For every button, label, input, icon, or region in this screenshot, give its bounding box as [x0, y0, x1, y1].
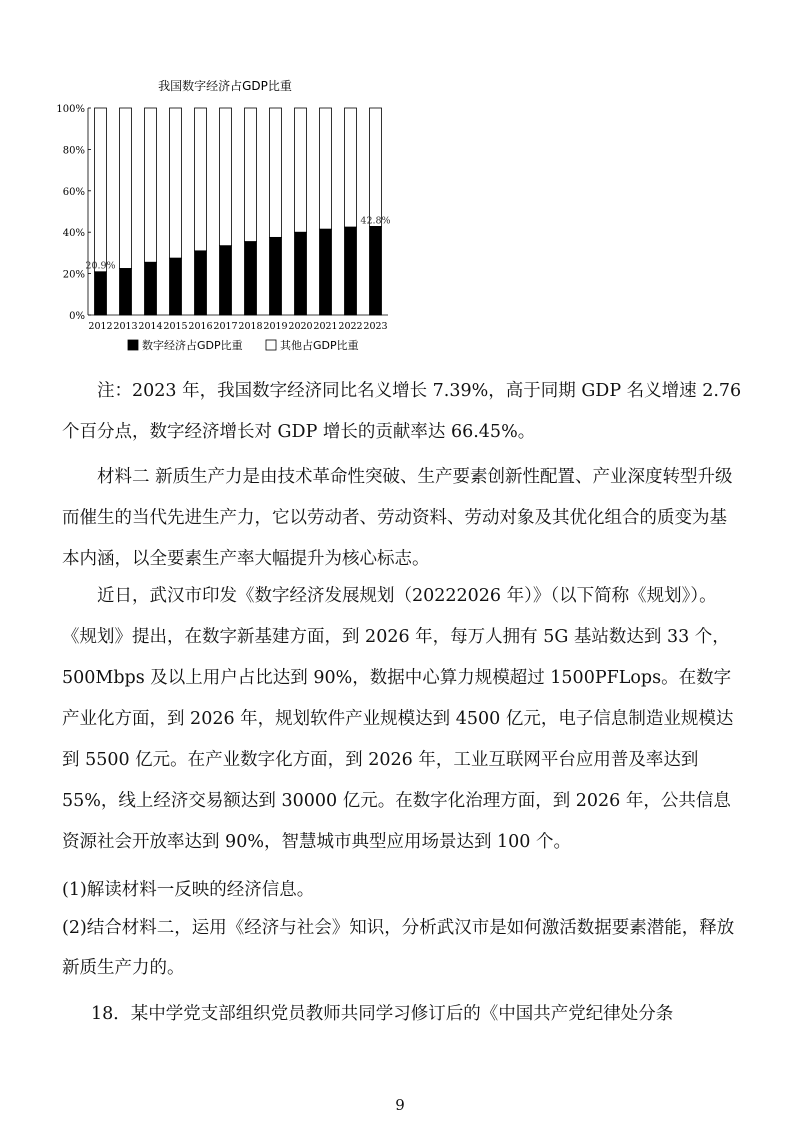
other-share-bar — [245, 108, 257, 242]
digital-economy-bar — [245, 242, 257, 315]
x-tick-label: 2019 — [263, 321, 288, 332]
legend-label: 其他占GDP比重 — [280, 339, 359, 352]
digital-economy-bar — [195, 251, 207, 315]
question-two: (2)结合材料二，运用《经济与社会》知识，分析武汉市是如何激活数据要素潜能，释放新质生产力的。 — [62, 918, 735, 978]
other-share-bar — [95, 108, 107, 272]
other-share-bar — [120, 108, 132, 268]
x-tick-label: 2013 — [113, 321, 138, 332]
gdp-share-chart — [50, 72, 400, 362]
note-paragraph: 注：2023 年，我国数字经济同比名义增长 7.39%，高于同期 GDP 名义增速 2.76 个百分点，数字经济增长对 GDP 增长的贡献率达 66.45%。 — [62, 381, 742, 442]
page-number: 9 — [395, 1096, 405, 1114]
other-share-bar — [195, 108, 207, 251]
digital-economy-bar — [95, 272, 107, 315]
x-tick-label: 2014 — [138, 321, 163, 332]
question-eighteen: 18．某中学党支部组织党员教师共同学习修订后的《中国共产党纪律处分条 — [91, 1004, 674, 1024]
x-tick-label: 2021 — [313, 321, 338, 332]
other-share-bar — [220, 108, 232, 246]
digital-economy-bar — [345, 227, 357, 315]
legend-swatch-other — [266, 340, 276, 350]
data-label: 20.9% — [85, 260, 116, 272]
y-tick-label: 100% — [56, 104, 85, 115]
digital-economy-bar — [295, 232, 307, 315]
x-tick-label: 2020 — [288, 321, 313, 332]
question-one: (1)解读材料一反映的经济信息。 — [62, 880, 315, 900]
digital-economy-bar — [145, 262, 157, 315]
x-tick-label: 2017 — [213, 321, 238, 332]
x-tick-label: 2016 — [188, 321, 213, 332]
other-share-bar — [270, 108, 282, 237]
y-tick-label: 80% — [62, 145, 85, 157]
data-label: 42.8% — [360, 215, 391, 227]
other-share-bar — [370, 108, 382, 226]
digital-economy-bar — [270, 237, 282, 315]
other-share-bar — [145, 108, 157, 262]
y-tick-label: 20% — [62, 269, 85, 281]
y-tick-label: 0% — [69, 311, 85, 322]
x-tick-label: 2018 — [238, 321, 263, 332]
x-tick-label: 2023 — [363, 321, 388, 332]
digital-economy-bar — [320, 229, 332, 315]
x-tick-label: 2015 — [163, 321, 188, 332]
other-share-bar — [345, 108, 357, 227]
digital-economy-bar — [220, 246, 232, 315]
other-share-bar — [295, 108, 307, 232]
chart-title: 我国数字经济占GDP比重 — [158, 79, 292, 93]
digital-economy-bar — [370, 226, 382, 315]
material-two-paragraph: 材料二 新质生产力是由技术革命性突破、生产要素创新性配置、产业深度转型升级而催生的当代先进生产力，它以劳动者、劳动资料、劳动对象及其优化组合的质变为基本内涵，以全要素生产率大幅提升为核心标志。 — [62, 467, 733, 569]
other-share-bar — [320, 108, 332, 229]
other-share-bar — [170, 108, 182, 258]
y-tick-label: 40% — [62, 228, 85, 240]
wuhan-plan-paragraph: 近日，武汉市印发《数字经济发展规划（20222026 年）》（以下简称《规划》）。《规划》提出，在数字新基建方面，到 2026 年，每万人拥有 5G 基站数达到 33 个，500Mbps 及以上用户占比达到 90%，数据中心算力规模超过 1500PFLops。在数字产业化方面，到 2026 年，规划软件产业规模达到 4500 亿元，电子信息制造业规模达到 5500 亿元。在产业数字化方面，到 2026 年，工业互联网平台应用普及率达到 55%，线上经济交易额达到 30000 亿元。在数字化治理方面，到 2026 年，公共信息资源社会开放率达到 90%，智慧城市典型应用场景达到 100 个。 — [62, 586, 734, 852]
legend-label: 数字经济占GDP比重 — [142, 339, 243, 352]
digital-economy-bar — [120, 268, 132, 315]
y-tick-label: 60% — [62, 186, 85, 198]
x-tick-label: 2012 — [88, 321, 113, 332]
digital-economy-bar — [170, 258, 182, 315]
chart-legend — [128, 338, 359, 352]
legend-swatch-digital — [128, 340, 138, 350]
x-tick-label: 2022 — [338, 321, 363, 332]
